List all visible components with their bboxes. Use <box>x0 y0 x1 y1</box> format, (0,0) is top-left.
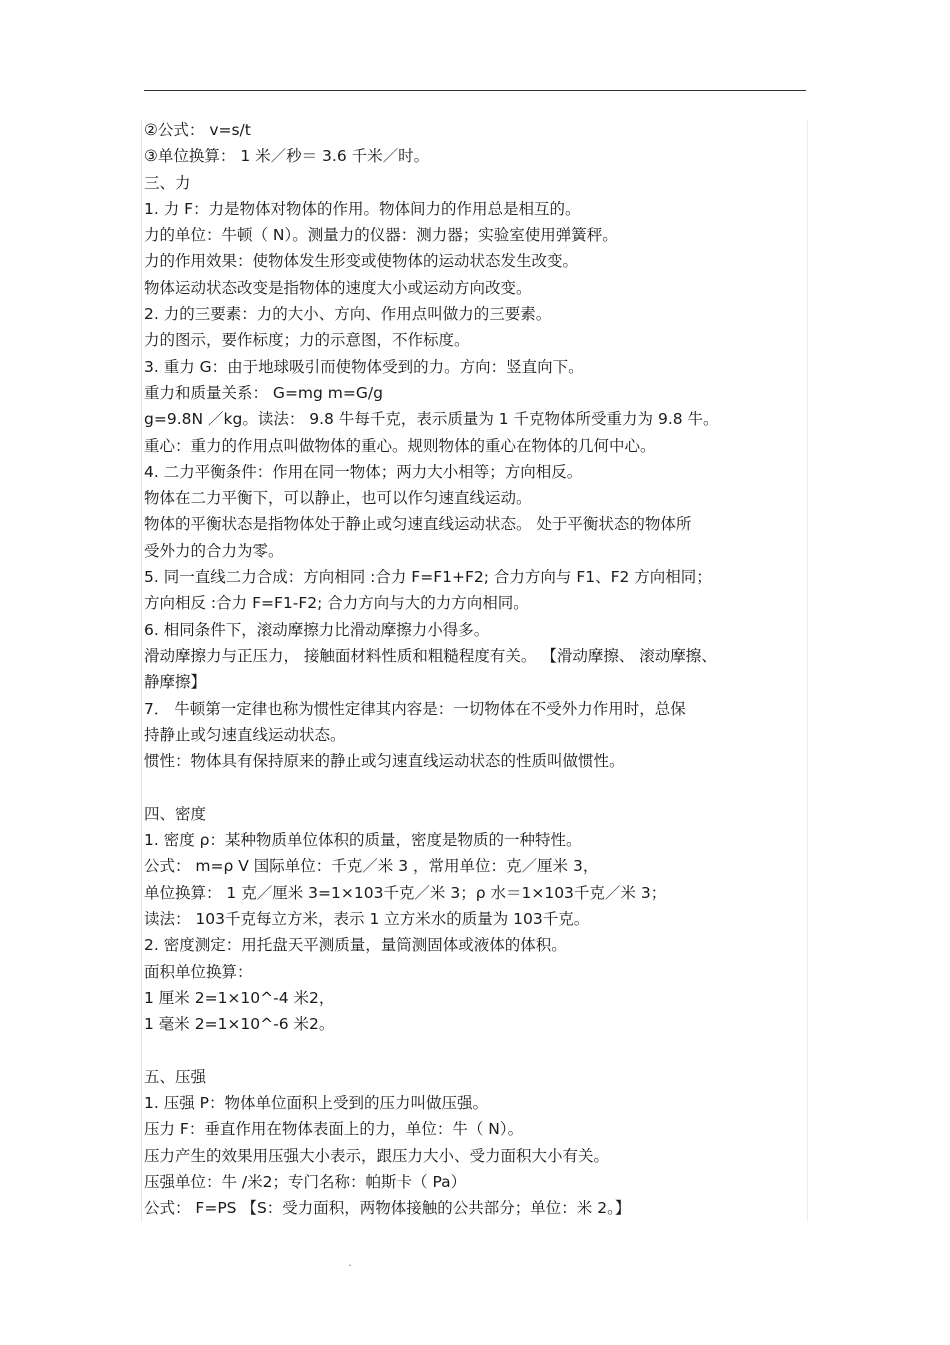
text-line: 重心：重力的作用点叫做物体的重心。规则物体的重心在物体的几何中心。 <box>144 436 656 455</box>
text-line: 2. 力的三要素：力的大小、方向、作用点叫做力的三要素。 <box>144 305 552 324</box>
page-number-mark: . <box>348 1258 352 1269</box>
text-line: 物体在二力平衡下，可以静止，也可以作匀速直线运动。 <box>144 489 532 508</box>
text-line: 7． 牛顿第一定律也称为惯性定律其内容是：一切物体在不受外力作用时，总保 <box>144 699 686 718</box>
document-body <box>144 117 808 1221</box>
text-line: g=9.8N ／kg。读法： 9.8 牛每千克，表示质量为 1 千克物体所受重力为 9.8 牛。 <box>144 410 719 429</box>
blank-line <box>144 774 808 800</box>
text-line: 3. 重力 G：由于地球吸引而使物体受到的力。方向：竖直向下。 <box>144 357 584 376</box>
text-line: 2. 密度测定：用托盘天平测质量，量筒测固体或液体的体积。 <box>144 936 567 955</box>
text-line: ②公式： v=s/t <box>144 121 251 139</box>
text-line: 持静止或匀速直线运动状态。 <box>144 725 346 744</box>
text-line: 1. 密度 ρ：某种物质单位体积的质量，密度是物质的一种特性。 <box>144 831 582 850</box>
text-line: 1. 力 F：力是物体对物体的作用。物体间力的作用总是相互的。 <box>144 199 581 218</box>
text-line: 静摩擦】 <box>144 673 207 692</box>
text-line: 五、压强 <box>144 1067 207 1086</box>
text-line: 四、密度 <box>144 804 207 823</box>
text-line: 单位换算： 1 克／厘米 3=1×103千克／米 3；ρ 水＝1×103千克／米 3； <box>144 883 667 902</box>
blank-line <box>144 1037 808 1063</box>
header-rule <box>144 90 806 91</box>
text-line: 1 厘米 2=1×10^-4 米2， <box>144 988 335 1007</box>
text-line: 公式： F=PS 【S：受力面积，两物体接触的公共部分；单位：米 2。】 <box>144 1199 631 1218</box>
text-line: 压力产生的效果用压强大小表示，跟压力大小、受力面积大小有关。 <box>144 1146 610 1165</box>
text-line: 物体的平衡状态是指物体处于静止或匀速直线运动状态。 处于平衡状态的物体所 <box>144 515 692 534</box>
text-line: 力的单位：牛顿（ N）。测量力的仪器：测力器；实验室使用弹簧秤。 <box>144 226 618 245</box>
text-line: 压力 F：垂直作用在物体表面上的力，单位：牛（ N）。 <box>144 1120 524 1139</box>
text-line: 压强单位：牛 /米2；专门名称：帕斯卡（ Pa） <box>144 1172 467 1191</box>
text-line: 读法： 103千克每立方米，表示 1 立方米水的质量为 103千克。 <box>144 909 590 928</box>
text-line: 公式： m=ρ V 国际单位：千克／米 3 ，常用单位：克／厘米 3， <box>144 857 599 876</box>
text-line: 受外力的合力为零。 <box>144 541 284 560</box>
text-line: 重力和质量关系： G=mg m=G/g <box>144 383 383 402</box>
text-line: 物体运动状态改变是指物体的速度大小或运动方向改变。 <box>144 278 532 297</box>
text-line: 力的作用效果：使物体发生形变或使物体的运动状态发生改变。 <box>144 252 579 271</box>
text-line: 4. 二力平衡条件：作用在同一物体；两力大小相等；方向相反。 <box>144 462 583 481</box>
text-line: 滑动摩擦力与正压力， 接触面材料性质和粗糙程度有关。 【滑动摩擦、 滚动摩擦、 <box>144 646 717 665</box>
text-line: 惯性：物体具有保持原来的静止或匀速直线运动状态的性质叫做惯性。 <box>144 752 625 771</box>
text-line: 三、力 <box>144 173 191 192</box>
text-line: 1. 压强 P：物体单位面积上受到的压力叫做压强。 <box>144 1093 488 1112</box>
text-line: 力的图示，要作标度；力的示意图，不作标度。 <box>144 331 470 350</box>
text-line: 5. 同一直线二力合成：方向相同 :合力 F=F1+F2; 合力方向与 F1、F2 方向相同； <box>144 568 712 587</box>
text-line: ③单位换算： 1 米／秒＝ 3.6 千米／时。 <box>144 147 430 166</box>
text-line: 1 毫米 2=1×10^-6 米2。 <box>144 1015 335 1034</box>
text-line: 方向相反 :合力 F=F1-F2; 合力方向与大的力方向相同。 <box>144 594 529 613</box>
text-line: 6. 相同条件下，滚动摩擦力比滑动摩擦力小得多。 <box>144 620 490 639</box>
text-line: 面积单位换算： <box>144 962 253 981</box>
